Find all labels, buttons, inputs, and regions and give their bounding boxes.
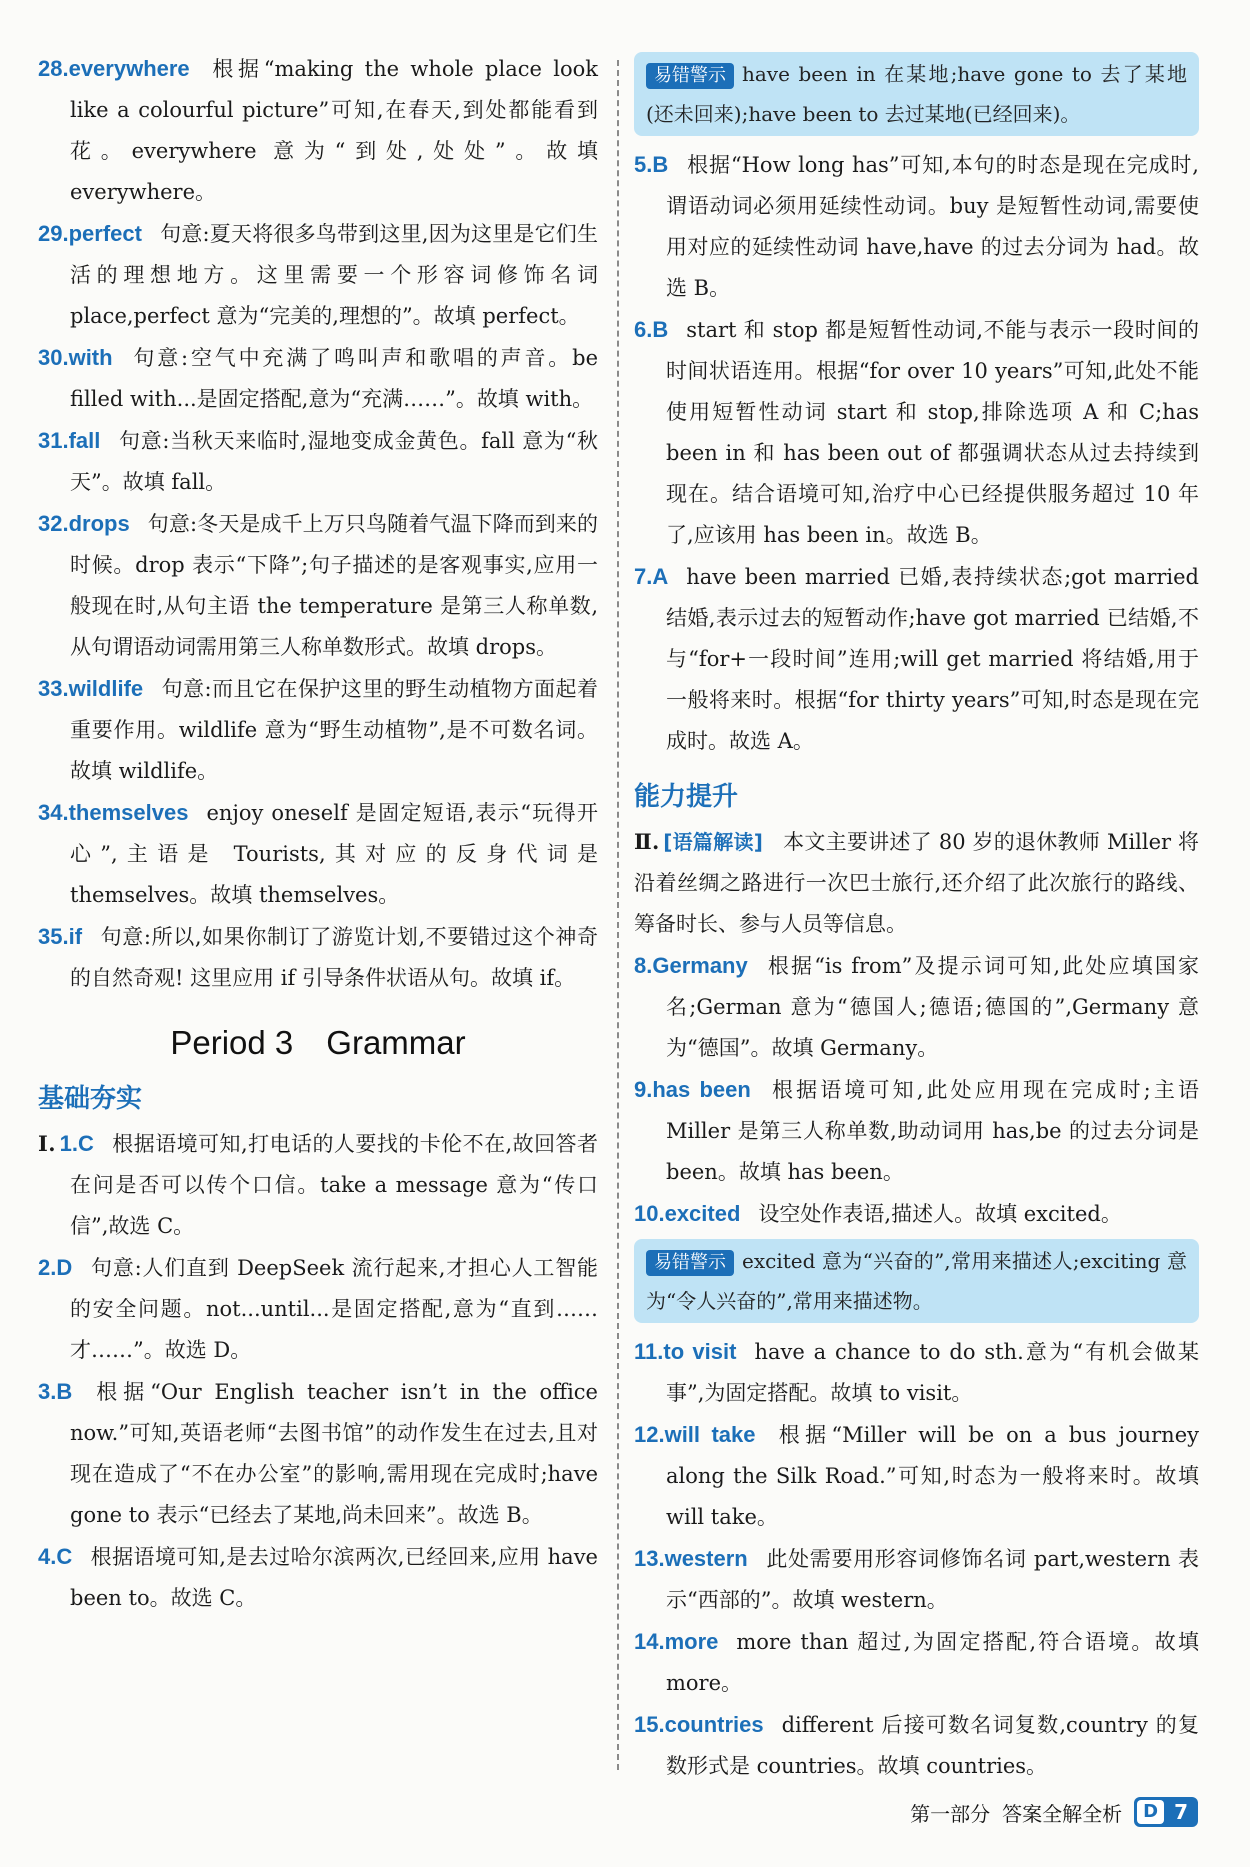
answer-entry (634, 1414, 1199, 1538)
explanation-text: 根据语境可知,此处应用现在完成时;主语 Miller 是第三人称单数,助动词用 has,be 的过去分词是 been。故填 has been。 (666, 1078, 1199, 1184)
explanation-text: 根据“Our English teacher isn’t in the office now.”可知,英语老师“去图书馆”的动作发生在过去,且对现在造成了“不在办公室”的影响,需用现在完成时;have gone to 表示“已经去了某地,尚未回来”。故选 B。 (70, 1380, 598, 1527)
explanation-text: 句意:当秋天来临时,湿地变成金黄色。fall 意为“秋天”。故填 fall。 (70, 429, 598, 494)
answer-key: 4.C (38, 1544, 73, 1569)
answer-key: 32.drops (38, 511, 130, 536)
explanation-text: 句意:人们直到 DeepSeek 流行起来,才担心人工智能的安全问题。not...until...是固定搭配,意为“直到……才……”。故选 D。 (70, 1256, 598, 1362)
answer-entry (634, 1538, 1199, 1621)
answer-entry (38, 668, 598, 792)
answer-key: 12.will take (634, 1422, 756, 1447)
reading-text: 本文主要讲述了 80 岁的退休教师 Miller 将沿着丝绸之路进行一次巴士旅行,还介绍了此次旅行的路线、筹备时长、参与人员等信息。 (634, 830, 1200, 936)
section-title-ability: 能力提升 (634, 782, 739, 812)
answer-list-reading (38, 48, 598, 999)
answer-entry (38, 792, 598, 916)
answer-key: 15.countries (634, 1712, 764, 1737)
answer-list-ability-cont (634, 1331, 1199, 1787)
explanation-text: enjoy oneself 是固定短语,表示“玩得开心”,主语是 Tourists,其对应的反身代词是 themselves。故填 themselves。 (70, 801, 598, 907)
explanation-text: 根据“is from”及提示词可知,此处应填国家名;German 意为“德国人;德语;德国的”,Germany 意为“德国”。故填 Germany。 (666, 954, 1199, 1060)
answer-key: 14.more (634, 1629, 719, 1654)
explanation-text: 句意:而且它在保护这里的野生动植物方面起着重要作用。wildlife 意为“野生动植物”,是不可数名词。故填 wildlife。 (70, 677, 598, 783)
answer-entry (38, 1247, 598, 1371)
answer-list-basic-cont (634, 144, 1199, 762)
right-column (634, 48, 1199, 1787)
error-tip-text-2: excited 意为“兴奋的”,常用来描述人;exciting 意为“令人兴奋的”,常用来描述物。 (646, 1249, 1187, 1313)
explanation-text: 此处需要用形容词修饰名词 part,western 表示“西部的”。故填 western。 (666, 1547, 1199, 1612)
answer-entry (38, 503, 598, 668)
explanation-text: 句意:空气中充满了鸣叫声和歌唱的声音。be filled with...是固定搭配,意为“充满……”。故填 with。 (70, 346, 598, 411)
left-column (38, 48, 598, 1619)
answer-list-ability (634, 945, 1199, 1235)
error-tip-box-2 (634, 1239, 1199, 1323)
explanation-text: 根据“Miller will be on a bus journey along the Silk Road.”可知,时态为一般将来时。故填 will take。 (666, 1423, 1199, 1529)
answer-entry (38, 1123, 598, 1247)
period-title: Period 3 Grammar (170, 1024, 466, 1061)
explanation-text: 句意:所以,如果你制订了游览计划,不要错过这个神奇的自然奇观! 这里应用 if 引导条件状语从句。故填 if。 (70, 925, 598, 990)
answer-entry (38, 420, 598, 503)
explanation-text: 根据“How long has”可知,本句的时态是现在完成时,谓语动词必须用延续性动词。buy 是短暂性动词,需要使用对应的延续性动词 have,have 的过去分词为 had。故选 B。 (666, 153, 1199, 300)
answer-key: 11.to visit (634, 1339, 737, 1364)
explanation-text: start 和 stop 都是短暂性动词,不能与表示一段时间的时间状语连用。根据“for over 10 years”可知,此处不能使用短暂性动词 start 和 stop,排除选项 A 和 C;has been in 和 has been out of 都强调状态从过去持续到现在。结合语境可知,治疗中心已经提供服务超过 10 年了,应该用 has been in。故选 B。 (666, 318, 1199, 547)
answer-key: 13.western (634, 1546, 748, 1571)
answer-key: 29.perfect (38, 221, 142, 246)
explanation-text: 根据语境可知,是去过哈尔滨两次,已经回来,应用 have been to。故选 C。 (70, 1545, 598, 1610)
roman-numeral: Ⅱ. (634, 829, 660, 854)
answer-entry (634, 309, 1199, 556)
answer-key: 2.D (38, 1255, 73, 1280)
answer-entry (634, 1193, 1199, 1235)
answer-key: 3.B (38, 1379, 73, 1404)
answer-key: 28.everywhere (38, 56, 190, 81)
answer-entry (634, 1069, 1199, 1193)
answer-key: 35.if (38, 924, 83, 949)
explanation-text: 句意:夏天将很多鸟带到这里,因为这里是它们生活的理想地方。这里需要一个形容词修饰名词 place,perfect 意为“完美的,理想的”。故填 perfect。 (70, 222, 598, 328)
reading-tag: [语篇解读] (663, 830, 763, 854)
answer-entry (38, 213, 598, 337)
answer-key: 1.C (59, 1131, 94, 1156)
footer-label: 答案全解全析 (1002, 1801, 1123, 1826)
explanation-text: different 后接可数名词复数,country 的复数形式是 countries。故填 countries。 (666, 1713, 1199, 1778)
answer-entry (634, 945, 1199, 1069)
answer-entry (634, 1704, 1199, 1787)
answer-key: 33.wildlife (38, 676, 144, 701)
roman-numeral: Ⅰ. (38, 1131, 56, 1156)
column-divider (617, 60, 619, 1770)
answer-list-basic (38, 1123, 598, 1619)
error-tip-text: have been in 在某地;have gone to 去了某地(还未回来);have been to 去过某地(已经回来)。 (646, 62, 1187, 126)
page-footer (910, 1797, 1198, 1827)
explanation-text: have a chance to do sth.意为“有机会做某事”,为固定搭配。故填 to visit。 (666, 1340, 1199, 1405)
error-tip-badge: 易错警示 (646, 63, 734, 89)
answer-key: 7.A (634, 564, 669, 589)
answer-key: 31.fall (38, 428, 101, 453)
footer-part: 第一部分 (910, 1801, 991, 1826)
answer-key: 6.B (634, 317, 669, 342)
page-letter: D (1137, 1800, 1164, 1824)
page-number-badge (1134, 1797, 1198, 1827)
answer-entry (38, 337, 598, 420)
error-tip-badge-2: 易错警示 (646, 1250, 734, 1276)
explanation-text: more than 超过,为固定搭配,符合语境。故填 more。 (666, 1630, 1199, 1695)
error-tip-box (634, 52, 1199, 136)
answer-entry (38, 916, 598, 999)
answer-key: 30.with (38, 345, 113, 370)
answer-entry (634, 144, 1199, 309)
answer-entry (38, 1536, 598, 1619)
explanation-text: 根据语境可知,打电话的人要找的卡伦不在,故回答者在问是否可以传个口信。take a message 意为“传口信”,故选 C。 (70, 1132, 598, 1238)
answer-key: 8.Germany (634, 953, 748, 978)
answer-entry (38, 1371, 598, 1536)
answer-entry (634, 1621, 1199, 1704)
answer-key: 10.excited (634, 1201, 741, 1226)
answer-entry (634, 556, 1199, 762)
answer-key: 34.themselves (38, 800, 189, 825)
explanation-text: 句意:冬天是成千上万只鸟随着气温下降而到来的时候。drop 表示“下降”;句子描述的是客观事实,应用一般现在时,从句主语 the temperature 是第三人称单数,从句谓语动词需用第三人称单数形式。故填 drops。 (70, 512, 598, 659)
section-title-basic: 基础夯实 (38, 1084, 143, 1114)
page-number: 7 (1174, 1800, 1188, 1824)
explanation-text: have been married 已婚,表持续状态;got married 结婚,表示过去的短暂动作;have got married 已结婚,不与“for+一段时间”连用;will get married 将结婚,用于一般将来时。根据“for thirty years”可知,时态是现在完成时。故选 A。 (666, 565, 1199, 753)
answer-entry (38, 48, 598, 213)
answer-entry (634, 1331, 1199, 1414)
explanation-text: 根据“making the whole place look like a colourful picture”可知,在春天,到处都能看到花。everywhere 意为“到处,处处”。故填 everywhere。 (70, 57, 598, 204)
reading-summary (634, 821, 1199, 945)
explanation-text: 设空处作表语,描述人。故填 excited。 (758, 1202, 1122, 1226)
answer-key: 5.B (634, 152, 669, 177)
answer-key: 9.has been (634, 1077, 751, 1102)
